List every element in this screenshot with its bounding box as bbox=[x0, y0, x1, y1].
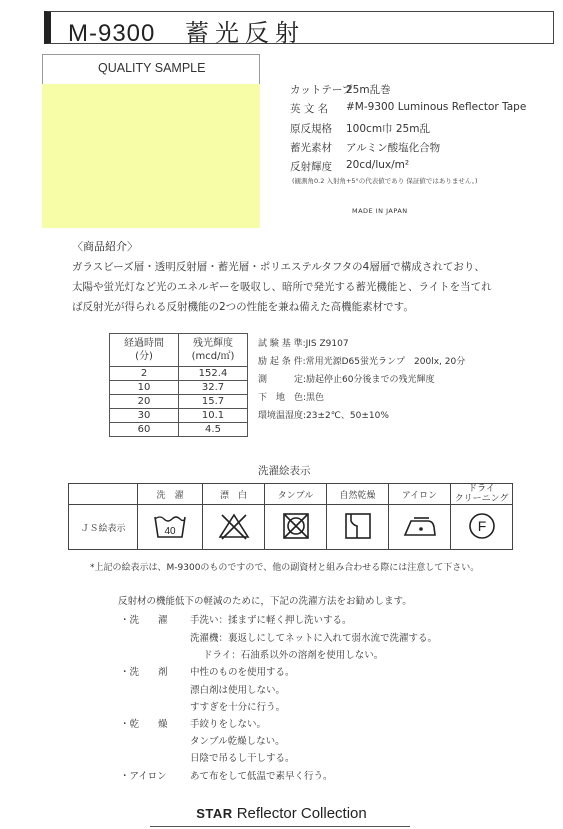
test-value: :黒色 bbox=[303, 393, 325, 403]
care-line: あて布をして低温で素早く行う。 bbox=[190, 771, 333, 782]
dry-clean-f-icon bbox=[451, 505, 513, 550]
spec-note: (観測角0.2 入射角+5°の代表値であり 保証値ではありません。) bbox=[292, 177, 478, 185]
table-header: アイロン bbox=[389, 484, 451, 505]
spec-value: 20cd/lux/m² bbox=[346, 159, 410, 171]
footer-rule bbox=[150, 826, 410, 827]
test-info-row bbox=[258, 336, 349, 349]
spec-value: 100cm巾 25m乱 bbox=[346, 123, 430, 135]
product-name: 蓄光反射 bbox=[185, 20, 306, 47]
spec-key: カットテープ bbox=[290, 84, 353, 96]
afterglow-table bbox=[109, 333, 248, 437]
spec-value: #M-9300 Luminous Reflector Tape bbox=[346, 101, 527, 113]
test-value: :23±2℃、50±10% bbox=[303, 411, 389, 421]
care-line: 中性のものを使用する。 bbox=[190, 667, 295, 678]
care-label: ・乾 燥 bbox=[120, 719, 168, 730]
care-line: 手絞りをしない。 bbox=[190, 719, 267, 730]
care-line: タンブル乾燥しない。 bbox=[190, 736, 285, 747]
made-in-label: MADE IN JAPAN bbox=[352, 207, 408, 215]
table-header-empty bbox=[69, 484, 138, 505]
no-tumble-icon bbox=[265, 505, 327, 550]
table-header: ドライ クリーニング bbox=[451, 484, 513, 505]
table-cell: 60 bbox=[110, 423, 179, 437]
test-value: :JIS Z9107 bbox=[302, 339, 349, 349]
wash-title: 洗濯絵表示 bbox=[258, 465, 311, 477]
table-header: 経過時間 (分) bbox=[110, 334, 179, 367]
wash-temp-label: 40 bbox=[164, 525, 176, 537]
table-cell: 10.1 bbox=[179, 409, 248, 423]
intro-heading: 〈商品紹介〉 bbox=[72, 240, 138, 253]
quality-sample-label: QUALITY SAMPLE bbox=[98, 61, 206, 75]
spec-key: 蓄光素材 bbox=[290, 142, 332, 154]
test-value: :常用光源D65蛍光ランプ 200lx, 20分 bbox=[302, 357, 466, 367]
care-line: ドライ：石油系以外の溶剤を使用しない。 bbox=[203, 650, 384, 661]
table-row bbox=[110, 395, 248, 409]
test-key: 測 定 bbox=[258, 375, 304, 385]
test-key: 下 地 色 bbox=[258, 393, 304, 403]
care-line: 漂白剤は使用しない。 bbox=[190, 685, 286, 696]
product-title bbox=[68, 13, 305, 48]
test-key: 環境温湿度 bbox=[258, 411, 304, 421]
row-label: ＪＳ絵表示 bbox=[69, 505, 138, 550]
care-line: 日陰で吊るし干しする。 bbox=[190, 753, 295, 764]
test-info-row bbox=[258, 408, 389, 421]
table-row bbox=[110, 381, 248, 395]
spec-key: 英 文 名 bbox=[290, 103, 329, 115]
spec-value: アルミン酸塩化合物 bbox=[346, 142, 441, 154]
table-cell: 30 bbox=[110, 409, 179, 423]
care-label: ・アイロン bbox=[120, 771, 167, 782]
test-info-row bbox=[258, 372, 435, 385]
care-label: ・洗 濯 bbox=[120, 615, 168, 626]
table-cell: 152.4 bbox=[179, 367, 248, 381]
table-header: 洗 濯 bbox=[138, 484, 203, 505]
drip-dry-icon bbox=[327, 505, 389, 550]
wash-40-icon bbox=[138, 505, 203, 550]
intro-line: ガラスビーズ層・透明反射層・蓄光層・ポリエステルタフタの4層層で構成されており、 bbox=[72, 261, 485, 273]
sample-swatch bbox=[42, 84, 260, 228]
table-cell: 10 bbox=[110, 381, 179, 395]
warning-note: *上記の絵表示は、M-9300のものですので、他の副資材と組み合わせる際には注意して下さい。 bbox=[90, 563, 480, 573]
care-label: ・洗 剤 bbox=[120, 667, 168, 678]
table-row bbox=[110, 423, 248, 437]
care-line: すすぎを十分に行う。 bbox=[190, 702, 286, 713]
table-cell: 4.5 bbox=[179, 423, 248, 437]
collection-name: Reflector Collection bbox=[236, 805, 367, 822]
brand-logo: STAR bbox=[196, 806, 233, 821]
table-cell: 15.7 bbox=[179, 395, 248, 409]
table-header: 自然乾燥 bbox=[327, 484, 389, 505]
test-info-row bbox=[258, 354, 465, 367]
care-line: 手洗い：揉まずに軽く押し洗いする。 bbox=[190, 615, 352, 626]
no-bleach-icon bbox=[203, 505, 265, 550]
intro-line: ば反射光が得られる反射機能の2つの性能を兼ね備えた高機能素材です。 bbox=[72, 301, 414, 313]
table-row bbox=[110, 409, 248, 423]
spec-key: 反射輝度 bbox=[290, 161, 332, 173]
table-header: 漂 白 bbox=[203, 484, 265, 505]
table-header: タンブル bbox=[265, 484, 327, 505]
product-code: M-9300 bbox=[68, 20, 156, 47]
table-cell: 2 bbox=[110, 367, 179, 381]
table-cell: 32.7 bbox=[179, 381, 248, 395]
dry-clean-letter: F bbox=[477, 517, 486, 534]
spec-key: 原反規格 bbox=[290, 123, 332, 135]
table-cell: 20 bbox=[110, 395, 179, 409]
table-header: 残光輝度 (mcd/㎡) bbox=[179, 334, 248, 367]
test-key: 励 起 条 件 bbox=[258, 357, 303, 367]
iron-low-icon bbox=[389, 505, 451, 550]
spec-value: 25m乱巻 bbox=[346, 84, 391, 96]
test-key: 試 験 基 準 bbox=[258, 339, 303, 349]
test-value: :励起停止60分後までの残光輝度 bbox=[303, 375, 435, 385]
care-intro: 反射材の機能低下の軽減のために，下記の洗濯方法をお勧めします。 bbox=[118, 596, 412, 607]
care-line: 洗濯機：裏返しにしてネットに入れて弱水流で洗濯する。 bbox=[190, 633, 438, 644]
care-symbol-table bbox=[68, 483, 513, 550]
test-info-row bbox=[258, 390, 324, 403]
intro-line: 太陽や蛍光灯など光のエネルギーを吸収し、暗所で発光する蓄光機能と、ライトを当てれ bbox=[72, 281, 492, 293]
table-row bbox=[110, 367, 248, 381]
footer bbox=[0, 803, 563, 822]
